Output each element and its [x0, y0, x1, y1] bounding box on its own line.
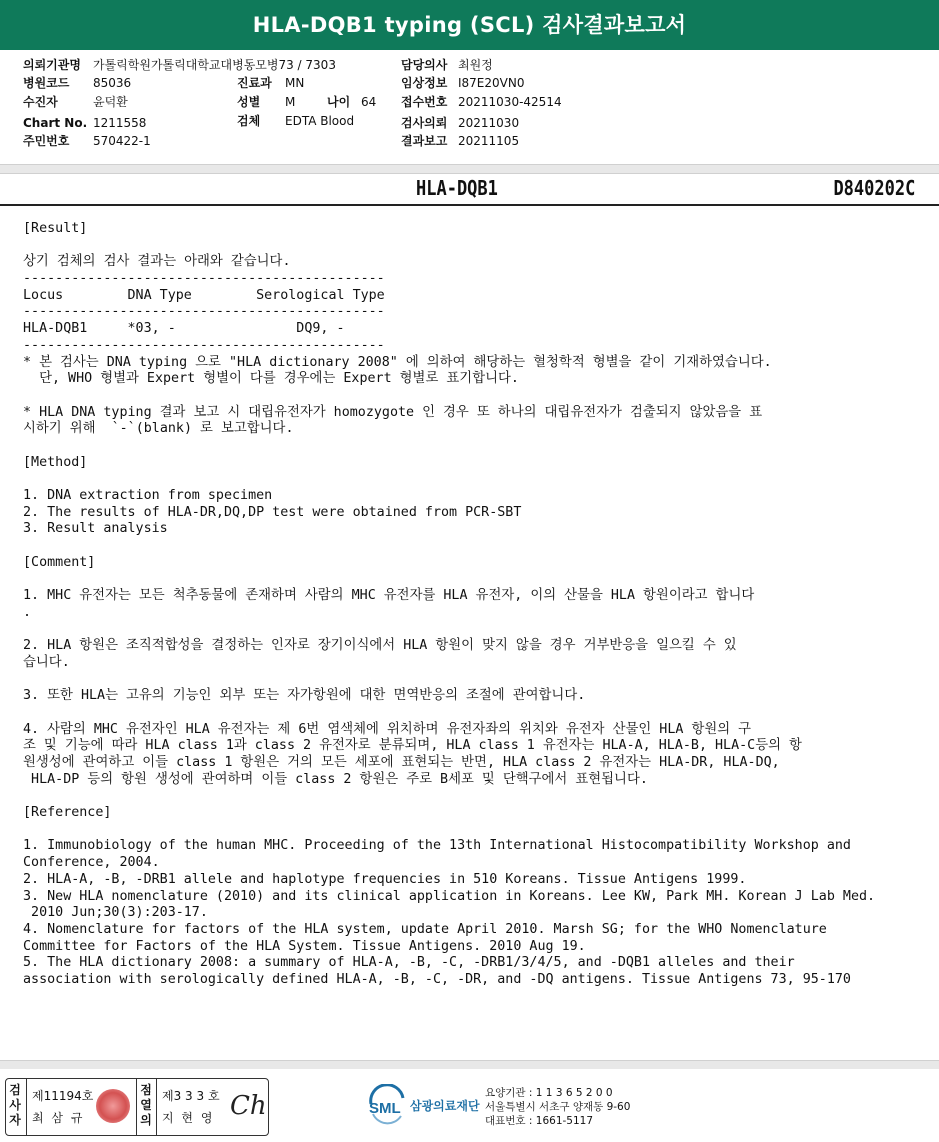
info-row: 나이 64 — [327, 95, 377, 109]
info-row: 병원코드 85036 — [23, 76, 132, 90]
report-line — [23, 787, 913, 804]
report-line: 습니다. — [23, 653, 70, 670]
report-line: [Reference] — [23, 804, 112, 821]
report-line: . — [23, 603, 32, 620]
info-row: 성별 M — [237, 95, 296, 109]
report-line: 원생성에 관여하고 이들 class 1 항원은 거의 모든 세포에 표현되는 반면, HLA class 2 유전자는 HLA-DR, HLA-DQ, — [23, 754, 780, 770]
doctor-license: 제3 3 3 호 — [162, 1089, 220, 1103]
report-line — [23, 621, 913, 638]
report-title: HLA-DQB1 typing (SCL) 검사결과보고서 — [0, 0, 939, 50]
report-line: 상기 검체의 검사 결과는 아래와 같습니다. — [23, 253, 291, 270]
info-row: 수진자 윤덕환 — [23, 95, 128, 109]
report-line: 조 및 기능에 따라 HLA class 1과 class 2 유전자로 분류되며, HLA class 1 유전자는 HLA-A, HLA-B, HLA-C등의 항 — [23, 737, 802, 754]
signature-box — [5, 1078, 269, 1136]
report-line: 2010 Jun;30(3):203-17. — [23, 904, 208, 921]
footer-divider — [0, 1060, 939, 1069]
report-line — [23, 237, 913, 254]
report-line: 3. New HLA nomenclature (2010) and its clinical application in Koreans. Lee KW, Park MH. Korean J Lab Med. — [23, 887, 876, 904]
report-line: Conference, 2004. — [23, 854, 160, 871]
signature-divider — [156, 1079, 157, 1135]
doctor-label: 점열의 — [140, 1083, 152, 1127]
info-row: 검사의뢰 20211030 — [401, 116, 520, 130]
info-row: 담당의사 최원정 — [401, 58, 493, 72]
signature-divider — [136, 1079, 137, 1135]
report-line: * 본 검사는 DNA typing 으로 "HLA dictionary 2008" 에 의하여 해당하는 혈청학적 형별을 같이 기재하였습니다. — [23, 353, 772, 370]
report-line: 단, WHO 형별과 Expert 형별이 다를 경우에는 Expert 형별로 표기합니다. — [23, 370, 519, 387]
report-line: [Comment] — [23, 553, 96, 570]
seal-stamp-icon — [96, 1089, 130, 1123]
info-row: 접수번호 20211030-42514 — [401, 95, 562, 109]
logo-text: SML — [369, 1100, 401, 1117]
doctor-name: 지 현 영 — [162, 1111, 215, 1125]
handwritten-signature: Ch — [230, 1091, 267, 1121]
org-line: 서울특별시 서초구 양재동 9-60 — [485, 1101, 631, 1113]
report-line — [23, 671, 913, 688]
report-body — [23, 220, 923, 988]
org-info — [485, 1086, 630, 1128]
report-line: 1. MHC 유전자는 모든 척추동물에 존재하며 사람의 MHC 유전자를 HLA 유전자, 이의 산물을 HLA 항원이라고 합니다 — [23, 587, 755, 604]
report-line: 3. Result analysis — [23, 520, 168, 537]
sml-logo-icon — [365, 1084, 409, 1128]
report-line: 2. HLA-A, -B, -DRB1 allele and haplotype frequencies in 510 Koreans. Tissue Antigens 1999. — [23, 870, 747, 887]
report-line — [23, 470, 913, 487]
report-line: HLA-DP 등의 항원 생성에 관여하며 이들 class 2 항원은 주로 B세포 및 단핵구에서 표현됩니다. — [23, 770, 648, 787]
report-line: association with serologically defined HLA-A, -B, -C, -DR, and -DQ antigens. Tissue Antigens 73, 95-170 — [23, 970, 851, 987]
report-line: --------------------------------------------- — [23, 270, 385, 287]
info-row: 진료과 MN — [237, 76, 305, 90]
report-line: 5. The HLA dictionary 2008: a summary of HLA-A, -B, -C, -DRB1/3/4/5, and -DQB1 alleles and their — [23, 954, 795, 971]
report-line: 시하기 위해 `-`(blank) 로 보고합니다. — [23, 420, 294, 437]
examiner-name: 최 삼 규 — [32, 1111, 85, 1125]
report-line — [23, 704, 913, 721]
examiner-label: 검사자 — [9, 1083, 21, 1127]
info-row: 검체 EDTA Blood — [237, 114, 355, 128]
report-line: [Result] — [23, 220, 88, 236]
signature-divider — [26, 1079, 27, 1135]
examiner-license: 제11194호 — [32, 1089, 94, 1103]
info-row: 의뢰기관명 가톨릭학원가톨릭대학교대병동모병73 / 7303 — [23, 58, 336, 72]
report-line — [23, 437, 913, 454]
org-line: 요양기관 : 1 1 3 6 5 2 0 0 — [485, 1087, 613, 1099]
test-bar — [0, 174, 939, 206]
report-line: * HLA DNA typing 결과 보고 시 대립유전자가 homozygote 인 경우 또 하나의 대립유전자가 검출되지 않았음을 표 — [23, 403, 763, 420]
report-line: 2. The results of HLA-DR,DQ,DP test were obtained from PCR-SBT — [23, 503, 522, 520]
info-row: Chart No. 1211558 — [23, 116, 147, 130]
report-line: HLA-DQB1 *03, - DQ9, - — [23, 320, 345, 337]
report-line: [Method] — [23, 453, 88, 470]
report-line: --------------------------------------------- — [23, 336, 385, 353]
info-row: 결과보고 20211105 — [401, 134, 520, 148]
report-line — [23, 387, 913, 404]
test-code: D840202C — [833, 176, 915, 200]
report-line: 1. Immunobiology of the human MHC. Proceeding of the 13th International Histocompatibility Workshop and — [23, 837, 851, 854]
test-name: HLA-DQB1 — [416, 176, 498, 200]
report-line: 1. DNA extraction from specimen — [23, 487, 273, 503]
report-line — [23, 537, 913, 554]
report-line: 4. 사람의 MHC 유전자인 HLA 유전자는 제 6번 염색체에 위치하며 유전자좌의 위치와 유전자 산물인 HLA 항원의 구 — [23, 720, 752, 737]
report-line: 3. 또한 HLA는 고유의 기능인 외부 또는 자가항원에 대한 면역반응의 조절에 관여합니다. — [23, 687, 586, 704]
patient-info — [0, 54, 939, 166]
report-line: --------------------------------------------- — [23, 303, 385, 320]
report-line: 2. HLA 항원은 조직적합성을 결정하는 인자로 장기이식에서 HLA 항원이 맞지 않을 경우 거부반응을 일으킬 수 있 — [23, 637, 737, 654]
info-row: 주민번호 570422-1 — [23, 134, 151, 148]
report-line: Committee for Factors of the HLA System. Tissue Antigens. 2010 Aug 19. — [23, 937, 586, 954]
report-line: 4. Nomenclature for factors of the HLA system, update April 2010. Marsh SG; for the WHO Nomenclature — [23, 920, 827, 937]
org-name: 삼광의료재단 — [410, 1099, 480, 1113]
info-row: 임상정보 I87E20VN0 — [401, 76, 525, 90]
org-line: 대표번호 : 1661-5117 — [485, 1115, 594, 1127]
header-divider — [0, 164, 939, 174]
report-line: Locus DNA Type Serological Type — [23, 286, 385, 303]
report-line — [23, 570, 913, 587]
report-line — [23, 821, 913, 838]
